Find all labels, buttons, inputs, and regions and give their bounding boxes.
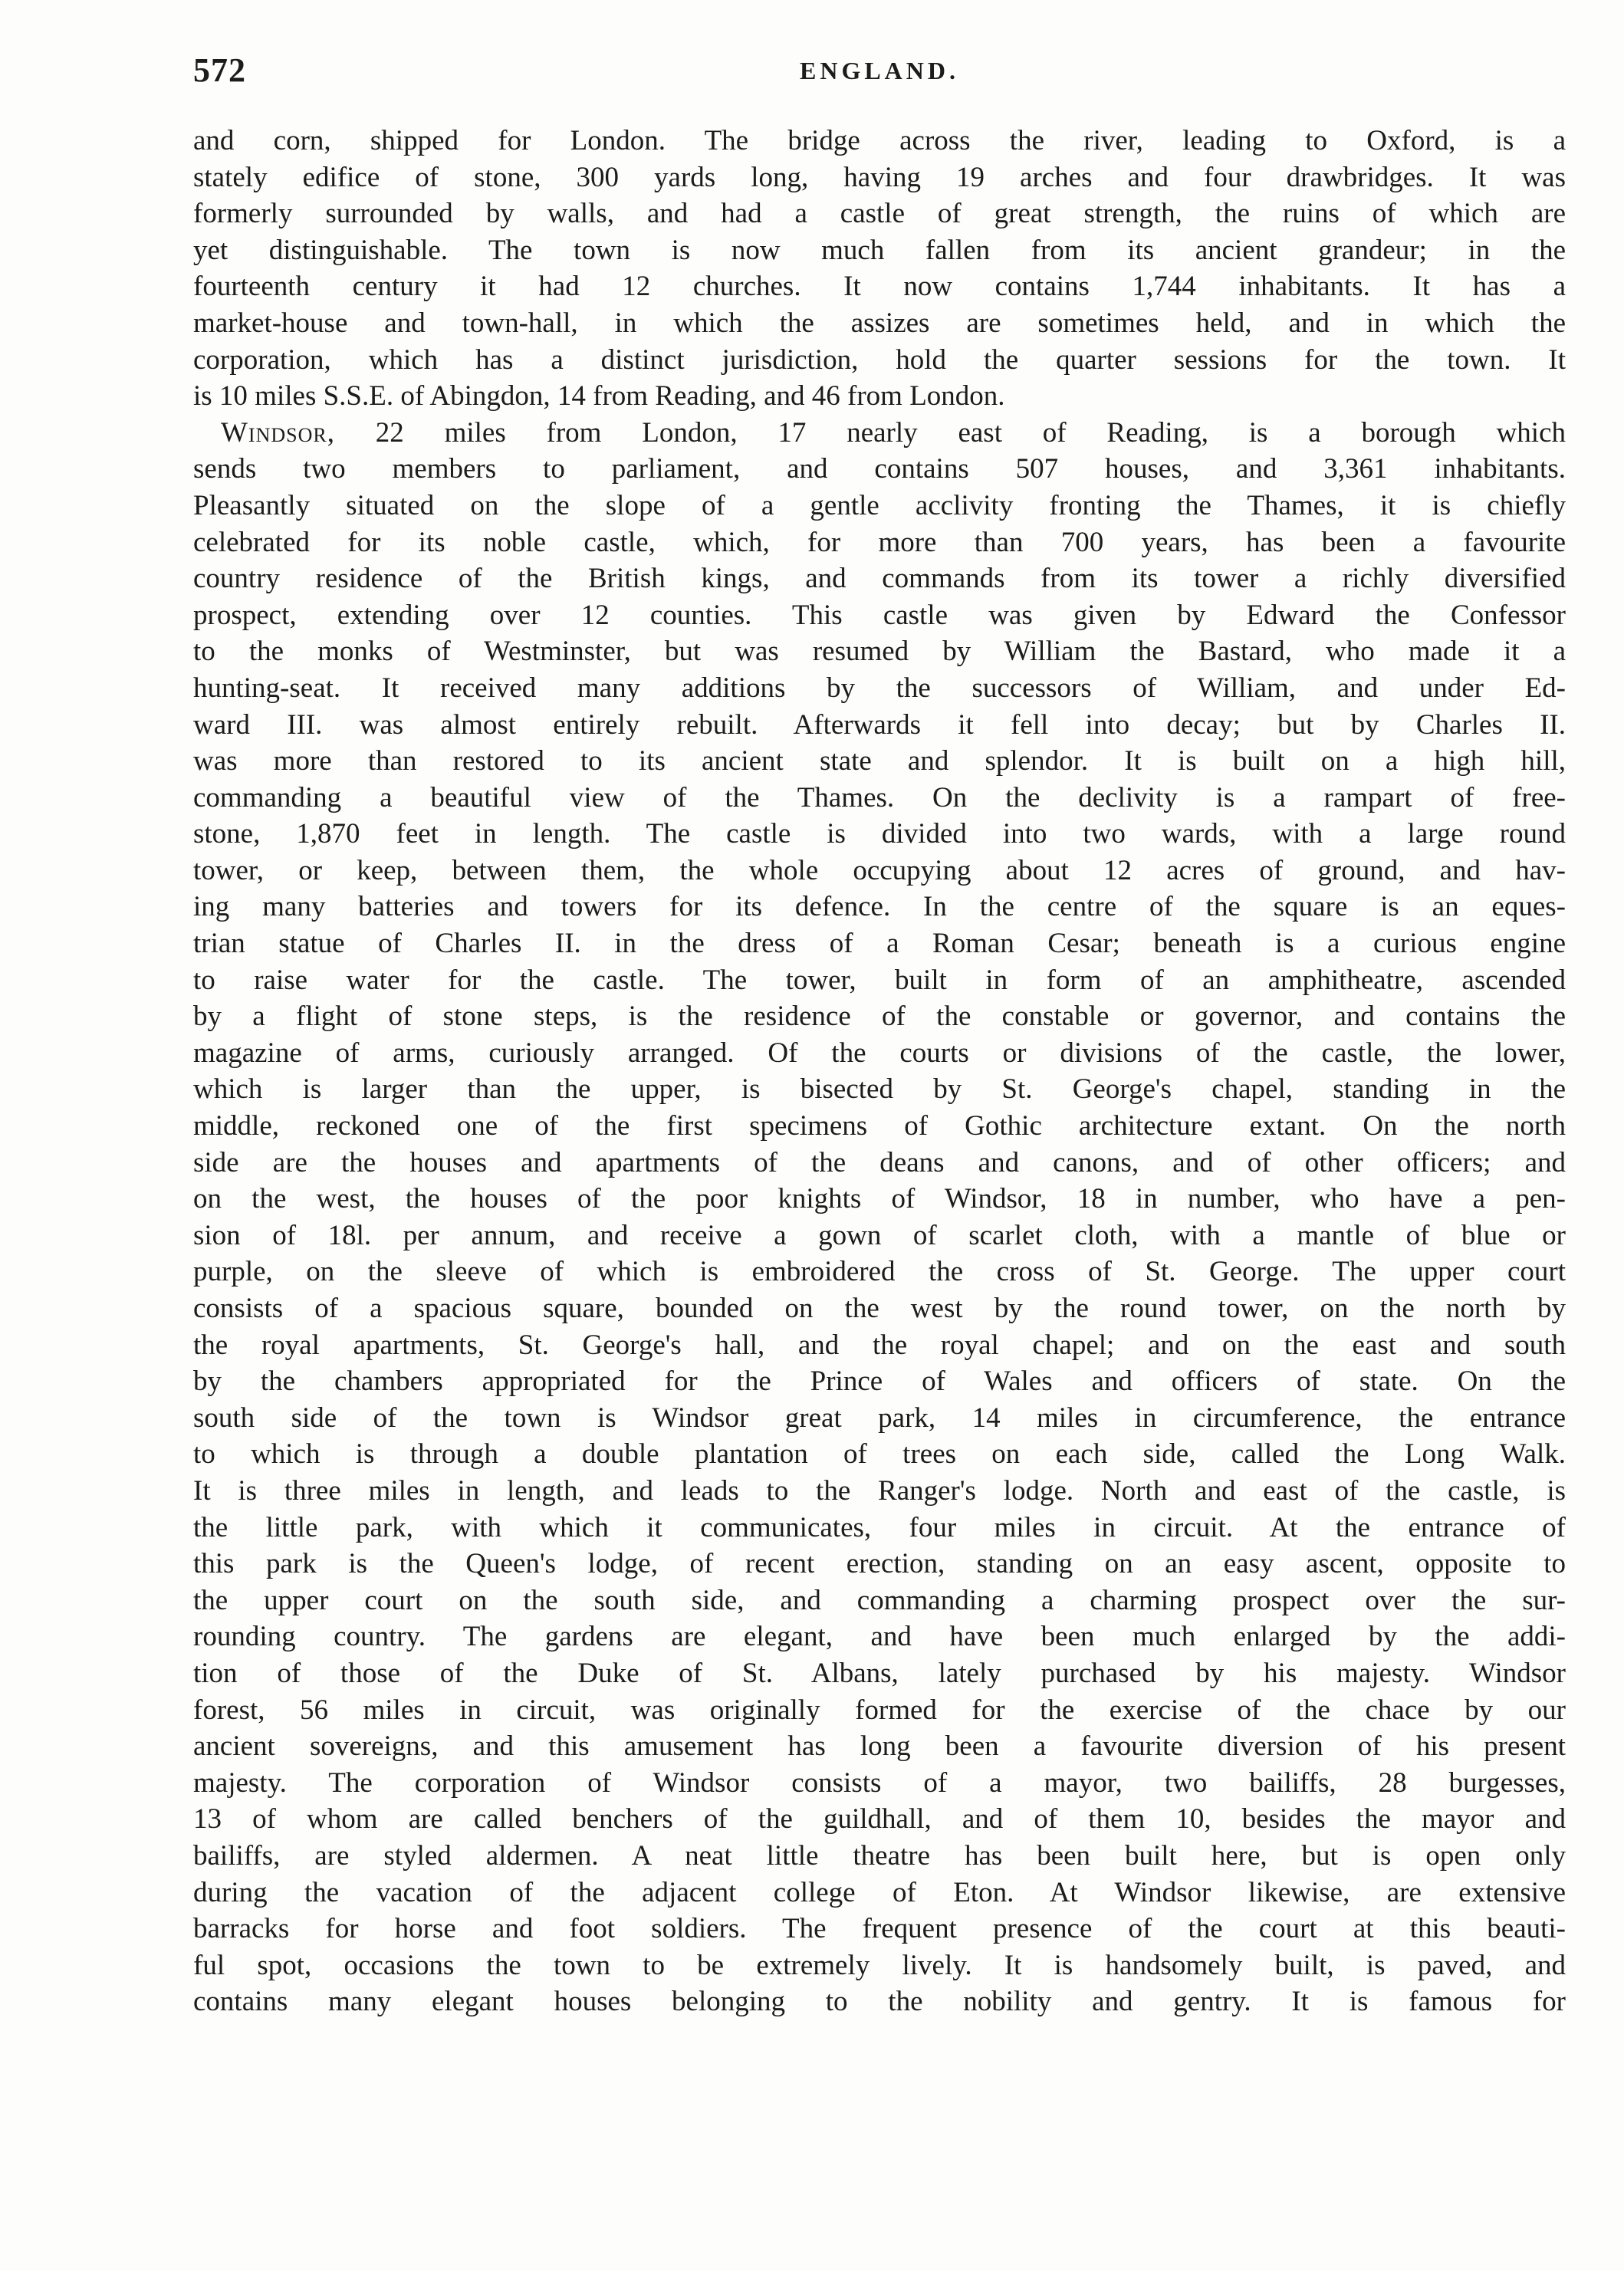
text-line: this park is the Queen's lodge, of recent erection, standing on an easy ascent, opposite to (193, 1548, 1566, 1580)
text-line: ward III. was almost entirely rebuilt. Afterwards it fell into decay; but by Charles II. (193, 708, 1566, 741)
text-line: is 10 miles S.S.E. of Abingdon, 14 from Reading, and 46 from London. (193, 380, 1005, 412)
text-line: rounding country. The gardens are elegant, and have been much enlarged by the addi- (193, 1621, 1566, 1653)
text-line: by the chambers appropriated for the Prince of Wales and officers of state. On the (193, 1366, 1566, 1398)
text-line: ing many batteries and towers for its defence. In the centre of the square is an eques- (193, 891, 1566, 923)
text-line: Pleasantly situated on the slope of a gentle acclivity fronting the Thames, it is chiefly (193, 489, 1566, 521)
text-line: sion of 18l. per annum, and receive a gown of scarlet cloth, with a mantle of blue or (193, 1219, 1566, 1251)
text-line: during the vacation of the adjacent college of Eton. At Windsor likewise, are extensive (193, 1876, 1566, 1908)
text-line: consists of a spacious square, bounded on the west by the round tower, on the north by (193, 1293, 1566, 1324)
text-line: south side of the town is Windsor great park, 14 miles in circumference, the entrance (193, 1402, 1566, 1434)
text-line: 13 of whom are called benchers of the guildhall, and of them 10, besides the mayor and (193, 1803, 1566, 1836)
text-line: hunting-seat. It received many additions by the successors of William, and under Ed- (193, 672, 1566, 704)
text-line: and corn, shipped for London. The bridge across the river, leading to Oxford, is a (193, 125, 1566, 156)
text-line: fourteenth century it had 12 churches. It now contains 1,744 inhabitants. It has a (193, 271, 1566, 303)
text-line: majesty. The corporation of Windsor consists of a mayor, two bailiffs, 28 burgesses, (193, 1767, 1566, 1799)
text-line: celebrated for its noble castle, which, for more than 700 years, has been a favourite (193, 526, 1566, 558)
text-line: forest, 56 miles in circuit, was originally formed for the exercise of the chace by our (193, 1694, 1566, 1726)
text-line: corporation, which has a distinct jurisdiction, hold the quarter sessions for the town. It (193, 343, 1566, 376)
text-line: country residence of the British kings, and commands from its tower a richly diversified (193, 563, 1566, 595)
text-line: formerly surrounded by walls, and had a castle of great strength, the ruins of which are (193, 198, 1566, 230)
text-line: the royal apartments, St. George's hall, and the royal chapel; and on the east and south (193, 1329, 1566, 1361)
text-line: It is three miles in length, and leads to the Ranger's lodge. North and east of the castle, is (193, 1474, 1566, 1507)
text-line: commanding a beautiful view of the Thames. On the declivity is a rampart of free- (193, 781, 1566, 813)
text-line: yet distinguishable. The town is now much fallen from its ancient grandeur; in the (193, 234, 1566, 266)
page-header (193, 51, 1566, 104)
text-line: market-house and town-hall, in which the assizes are sometimes held, and in which the (193, 307, 1566, 339)
text-line: by a flight of stone steps, is the residence of the constable or governor, and contains the (193, 1001, 1566, 1033)
text-line: to which is through a double plantation of trees on each side, called the Long Walk. (193, 1438, 1566, 1471)
text-line: middle, reckoned one of the first specimens of Gothic architecture extant. On the north (193, 1110, 1566, 1142)
text-line: ful spot, occasions the town to be extremely lively. It is handsomely built, is paved, and (193, 1949, 1566, 1981)
windsor-entry-first-line (193, 415, 1566, 452)
text-line: purple, on the sleeve of which is embroidered the cross of St. George. The upper court (193, 1256, 1566, 1288)
text-line: stately edifice of stone, 300 yards long, having 19 arches and four drawbridges. It was (193, 161, 1566, 193)
text-line: to the monks of Westminster, but was resumed by William the Bastard, who made it a (193, 636, 1566, 668)
text-line: to raise water for the castle. The tower, built in form of an amphitheatre, ascended (193, 964, 1566, 996)
entry-heading-windsor: Windsor, (221, 416, 335, 449)
running-title: ENGLAND. (799, 57, 959, 84)
text-line: contains many elegant houses belonging to the nobility and gentry. It is famous for (193, 1986, 1566, 2018)
text-line: on the west, the houses of the poor knights of Windsor, 18 in number, who have a pen- (193, 1183, 1566, 1215)
text-line: prospect, extending over 12 counties. This castle was given by Edward the Confessor (193, 599, 1566, 631)
text-line: which is larger than the upper, is bisected by St. George's chapel, standing in the (193, 1073, 1566, 1106)
text-line: barracks for horse and foot soldiers. The frequent presence of the court at this beauti- (193, 1913, 1566, 1945)
body-text (193, 123, 1566, 2020)
text-line: stone, 1,870 feet in length. The castle is divided into two wards, with a large round (193, 818, 1566, 850)
text-line: the upper court on the south side, and commanding a charming prospect over the sur- (193, 1584, 1566, 1616)
text-line: bailiffs, are styled aldermen. A neat little theatre has been built here, but is open only (193, 1839, 1566, 1872)
text-line: ancient sovereigns, and this amusement has long been a favourite diversion of his present (193, 1730, 1566, 1763)
text-line-fragment: 22 miles from London, 17 nearly east of Reading, is a borough which (375, 416, 1566, 449)
text-line: the little park, with which it communicates, four miles in circuit. At the entrance of (193, 1511, 1566, 1543)
text-line: trian statue of Charles II. in the dress of a Roman Cesar; beneath is a curious engine (193, 928, 1566, 960)
page-number: 572 (193, 51, 246, 89)
text-line: tion of those of the Duke of St. Albans, lately purchased by his majesty. Windsor (193, 1657, 1566, 1689)
text-line: sends two members to parliament, and contains 507 houses, and 3,361 inhabitants. (193, 453, 1566, 485)
text-line: side are the houses and apartments of the deans and canons, and of other officers; and (193, 1146, 1566, 1178)
text-line: magazine of arms, curiously arranged. Of the courts or divisions of the castle, the lower, (193, 1037, 1566, 1069)
text-line: tower, or keep, between them, the whole occupying about 12 acres of ground, and hav- (193, 854, 1566, 886)
text-line: was more than restored to its ancient state and splendor. It is built on a high hill, (193, 745, 1566, 777)
